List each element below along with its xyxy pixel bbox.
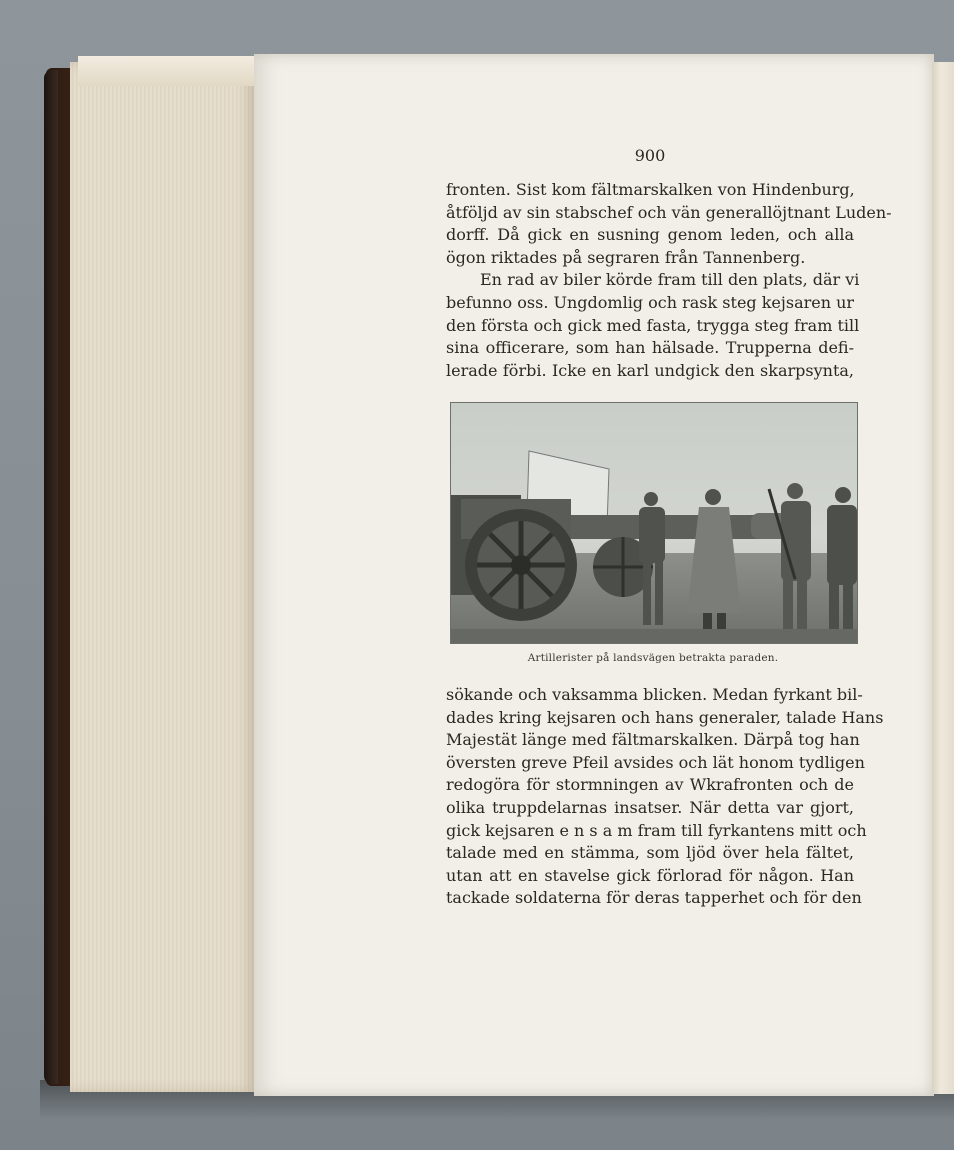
text-line: tackade soldaterna för deras tapperhet och för den <box>446 888 862 908</box>
text-line: utan att en stavelse gick förlorad för någon. Han <box>446 865 854 885</box>
page-stack-edge <box>70 62 256 1092</box>
facing-page-edge <box>932 62 954 1094</box>
text-line: talade med en stämma, som ljöd över hela fältet, <box>446 843 854 863</box>
text-block-bottom <box>446 684 884 910</box>
text-line: olika truppdelarnas insatser. När detta var gjort, <box>446 797 854 817</box>
text-line: sökande och vaksamma blicken. Medan fyrkant bil- <box>446 685 863 704</box>
text-line: lerade förbi. Icke en karl undgick den skarpsynta, <box>446 360 854 380</box>
text-line: En rad av biler körde fram till den plats, där vi <box>480 270 860 290</box>
text-line: åtföljd av sin stabschef och vän generallöjtnant Luden- <box>446 202 892 222</box>
photo-illustration <box>451 403 857 643</box>
figure-caption: Artillerister på landsvägen betrakta paraden. <box>527 652 779 664</box>
photo-artillery <box>450 402 858 644</box>
page-stack-top <box>78 56 256 86</box>
text-line: Majestät länge med fältmarskalken. Därpå tog han <box>446 730 860 750</box>
text-line: befunno oss. Ungdomlig och rask steg kejsaren ur <box>446 292 855 312</box>
text-line: redogöra för stormningen av Wkrafronten och de <box>446 775 854 795</box>
text-line: fronten. Sist kom fältmarskalken von Hindenburg, <box>446 180 855 199</box>
text-line: sina officerare, som han hälsade. Trupperna defi- <box>446 338 854 358</box>
text-line: ögon riktades på segraren från Tannenberg. <box>446 247 806 267</box>
text-block-top <box>446 179 892 382</box>
book-spine <box>44 70 58 1084</box>
text-line: översten greve Pfeil avsides och lät honom tydligen <box>446 752 865 772</box>
text-line: dades kring kejsaren och hans generaler, talade Hans <box>446 707 884 727</box>
text-line: dorff. Då gick en susning genom leden, och alla <box>446 225 854 245</box>
text-line: den första och gick med fasta, trygga steg fram till <box>446 315 860 335</box>
text-line: gick kejsaren e n s a m fram till fyrkantens mitt och <box>446 820 867 840</box>
page-number: 900 <box>634 146 666 165</box>
